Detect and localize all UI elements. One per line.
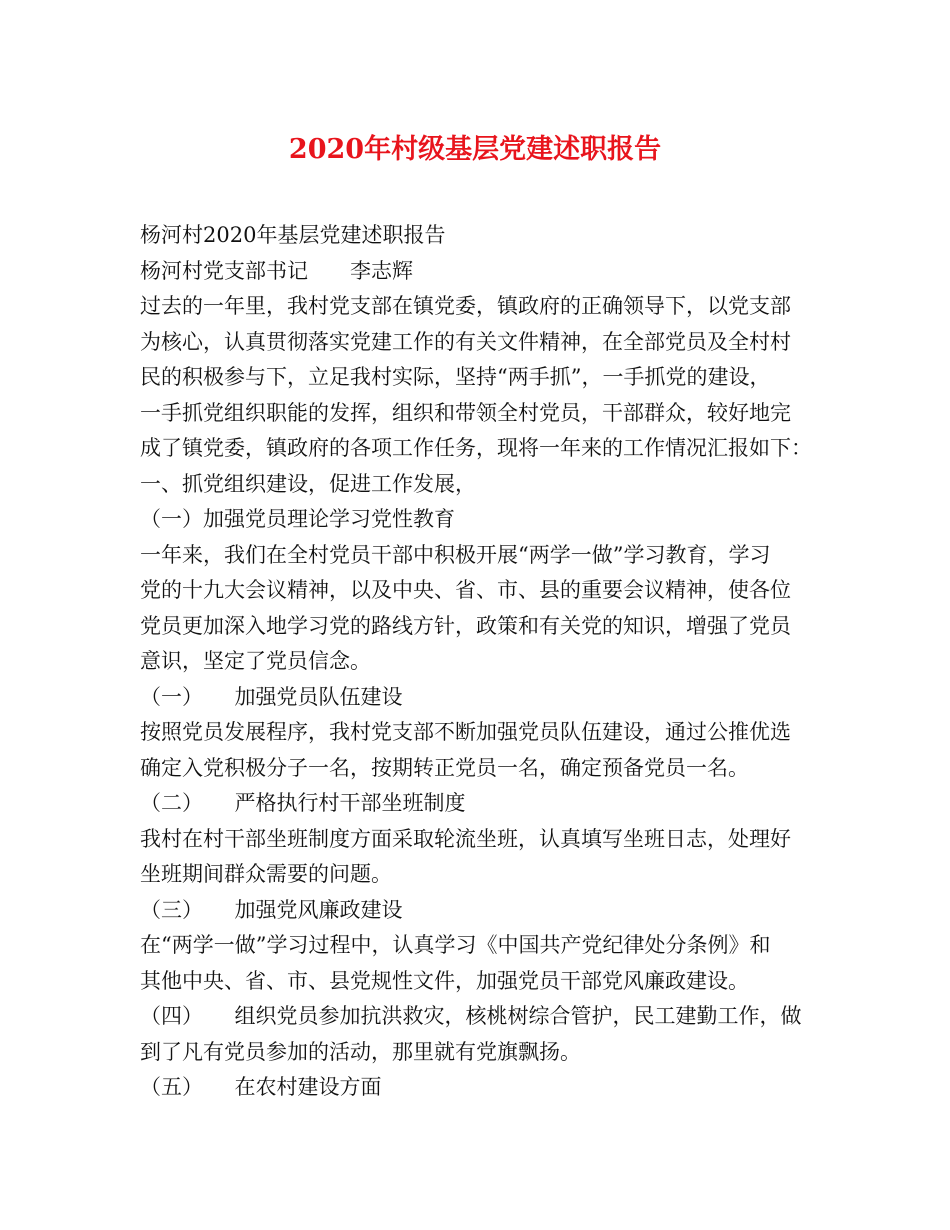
- text-line: 坐班期间群众需要的问题。: [140, 862, 392, 886]
- text-line: 意识，坚定了党员信念。: [140, 649, 371, 673]
- text-line: 一手抓党组织职能的发挥，组织和带领全村党员，干部群众，较好地完: [140, 400, 791, 425]
- text-line: 民的积极参与下，立足我村实际，坚持“两手抓”，一手抓党的建设，: [140, 365, 771, 389]
- text-line: 其他中央、省、市、县党规性文件，加强党员干部党风廉政建设。: [140, 968, 749, 993]
- text-line: 到了凡有党员参加的活动，那里就有党旗飘扬。: [140, 1039, 581, 1064]
- text-line: 按照党员发展程序，我村党支部不断加强党员队伍建设，通过公推优选: [140, 720, 791, 744]
- text-line: （二） 严格执行村干部坐班制度: [140, 791, 466, 815]
- text-line: 一、抓党组织建设，促进工作发展，: [140, 471, 476, 496]
- text-line: 党的十九大会议精神，以及中央、省、市、县的重要会议精神，使各位: [140, 578, 791, 602]
- document-body: [140, 218, 830, 1106]
- text-line: （四） 组织党员参加抗洪救灾，核桃树综合管护，民工建勤工作，做: [140, 1004, 802, 1028]
- text-line: 确定入党积极分子一名，按期转正党员一名，确定预备党员一名。: [140, 755, 749, 780]
- text-line: 党员更加深入地学习党的路线方针，政策和有关党的知识，增强了党员: [140, 613, 791, 638]
- text-line: （一）加强党员理论学习党性教育: [140, 507, 455, 531]
- text-line: （一） 加强党员队伍建设: [140, 684, 403, 709]
- text-line: 成了镇党委，镇政府的各项工作任务，现将一年来的工作情况汇报如下：: [140, 436, 812, 460]
- text-line: 在“两学一做”学习过程中，认真学习《中国共产党纪律处分条例》和: [140, 933, 771, 957]
- text-line: 杨河村2020年基层党建述职报告: [140, 223, 446, 247]
- document-title: 2020年村级基层党建述职报告: [288, 134, 662, 165]
- text-line: 过去的一年里，我村党支部在镇党委，镇政府的正确领导下，以党支部: [140, 294, 791, 318]
- text-line: 我村在村干部坐班制度方面采取轮流坐班，认真填写坐班日志，处理好: [140, 826, 791, 851]
- text-line: （三） 加强党风廉政建设: [140, 897, 403, 922]
- text-line: 一年来，我们在全村党员干部中积极开展“两学一做”学习教育，学习: [140, 542, 771, 567]
- text-line: （五） 在农村建设方面: [140, 1075, 382, 1099]
- text-line: 杨河村党支部书记 李志辉: [140, 258, 413, 283]
- text-line: 为核心，认真贯彻落实党建工作的有关文件精神，在全部党员及全村村: [140, 329, 791, 354]
